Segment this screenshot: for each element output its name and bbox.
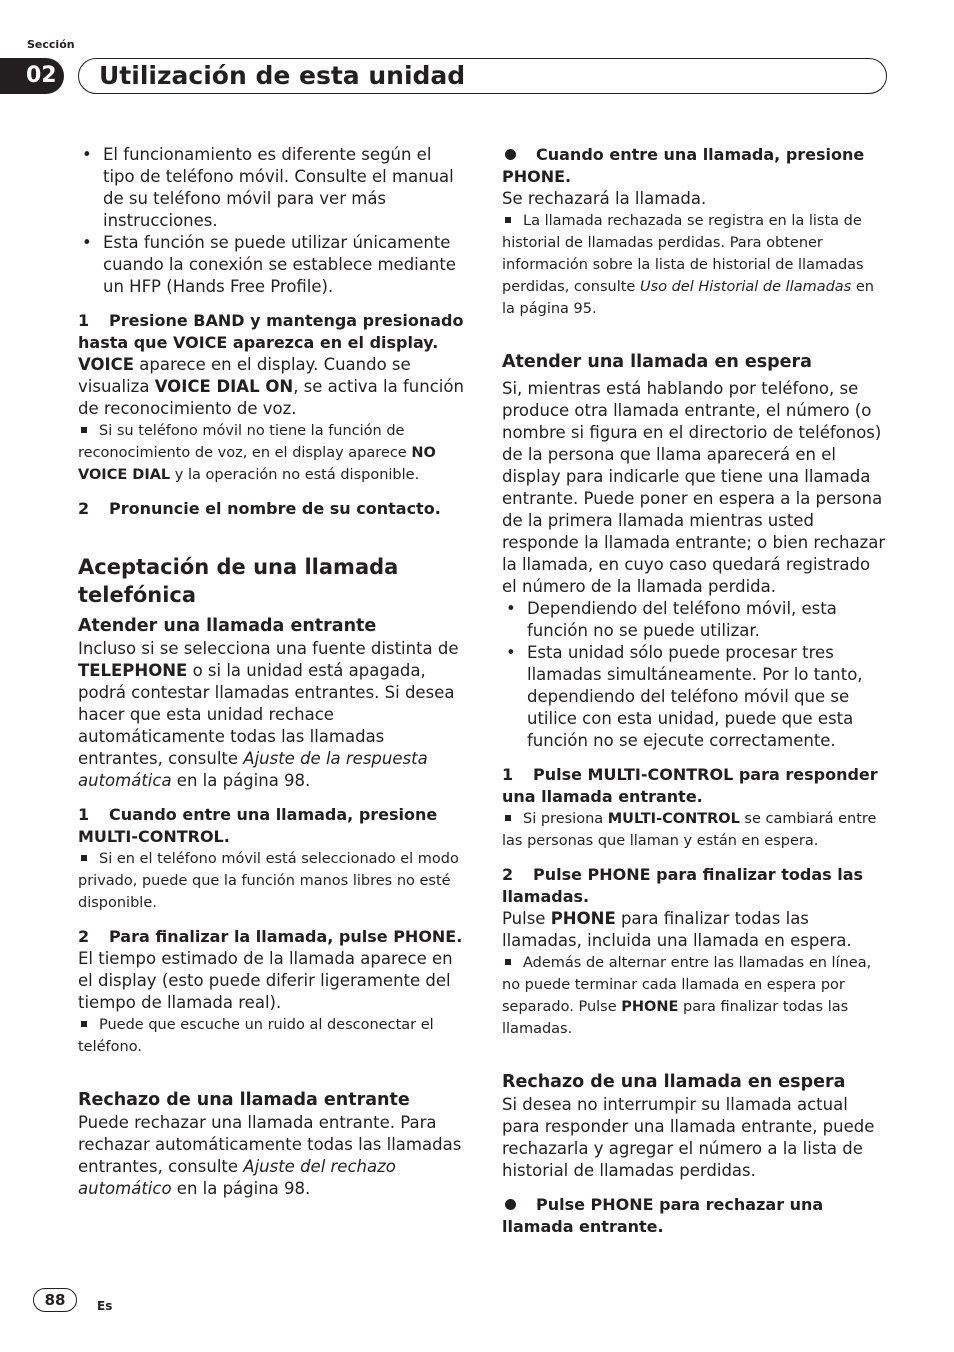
note-square-icon (81, 855, 87, 861)
note-noise: Puede que escuche un ruido al desconectar el teléfono. (78, 1017, 434, 1055)
note-missed-history: La llamada rechazada se registra en la lista de historial de llamadas perdidas. Para obtener información sobre la lista de historial de llamadas perdidas, consulte Uso del Historial de llamadas en la página 95. (502, 213, 874, 317)
step-circle-icon (505, 1199, 516, 1210)
paragraph-voice: VOICE aparece en el display. Cuando se visualiza VOICE DIAL ON, se activa la función de reconocimiento de voz. (78, 355, 464, 418)
bullet-icon: • (82, 233, 92, 252)
note-square-icon (505, 815, 511, 821)
step-reject-phone: Cuando entre una llamada, presione PHONE. (502, 145, 865, 186)
step-2-end-all: 2 Pulse PHONE para finalizar todas las llamadas. (502, 865, 864, 906)
paragraph-atender-espera: Si, mientras está hablando por teléfono, se produce otra llamada entrante, el número (o nombre si figura en el directorio de teléfonos) de la persona que llama aparecerá en el display para indicarle que tiene una llamada entrante. Puede poner en espera a la persona de la primera llamada mientras usted responde la llamada entrante; o bien rechazar la llamada, en cuyo caso quedará registrado el número de la llamada perdida. (502, 379, 886, 596)
bullet-icon: • (506, 643, 516, 662)
bullet-item: • Esta unidad sólo puede procesar tres llamadas simultáneamente. Por lo tanto, dependiendo del teléfono móvil que se utilice con esta unidad, puede que esta función no se ejecute correctamente. (506, 643, 863, 750)
step-circle-icon (505, 149, 516, 160)
bullet-icon: • (82, 145, 92, 164)
note-private-mode: Si en el teléfono móvil está seleccionado el modo privado, puede que la función manos libres no esté disponible. (78, 851, 459, 911)
bullet-item: • Dependiendo del teléfono móvil, esta función no se puede utilizar. (506, 599, 837, 640)
subheading-atender-entrante: Atender una llamada entrante (78, 616, 377, 636)
note-square-icon (505, 217, 511, 223)
paragraph-call-time: El tiempo estimado de la llamada aparece en el display (esto puede diferir ligeramente del tiempo de llamada real). (78, 949, 453, 1012)
subheading-atender-espera: Atender una llamada en espera (502, 352, 812, 372)
paragraph-rejected: Se rechazará la llamada. (502, 189, 707, 208)
subheading-rechazo-espera: Rechazo de una llamada en espera (502, 1072, 846, 1092)
paragraph-atender-entrante: Incluso si se selecciona una fuente distinta de TELEPHONE o si la unidad está apagada, podrá contestar llamadas entrantes. Si desea hacer que esta unidad rechace automáticamente todas las llamadas entrantes, consulte Ajuste de la respuesta automática en la página 98. (78, 639, 459, 790)
page-number: 88 (33, 1288, 77, 1312)
note-square-icon (81, 427, 87, 433)
title-bar (78, 58, 887, 94)
bullet-item: • El funcionamiento es diferente según el tipo de teléfono móvil. Consulte el manual de su teléfono móvil para ver más instrucciones. (82, 145, 454, 230)
right-column (502, 144, 890, 1238)
note-square-icon (81, 1021, 87, 1027)
bullet-icon: • (506, 599, 516, 618)
paragraph-rechazo-espera: Si desea no interrumpir su llamada actual para responder una llamada entrante, puede rechazarla y agregar el número a la lista de historial de llamadas perdidas. (502, 1095, 875, 1180)
step-reject-waiting: Pulse PHONE para rechazar una llamada entrante. (502, 1195, 824, 1236)
step-1-answer: 1 Cuando entre una llamada, presione MULTI-CONTROL. (78, 805, 438, 846)
note-switch-callers: Si presiona MULTI-CONTROL se cambiará entre las personas que llaman y están en espera. (502, 811, 877, 849)
language-code: Es (97, 1299, 113, 1313)
paragraph-rechazo-entrante: Puede rechazar una llamada entrante. Para rechazar automáticamente todas las llamadas entrantes, consulte Ajuste del rechazo automático en la página 98. (78, 1113, 462, 1198)
paragraph-end-all: Pulse PHONE para finalizar todas las llamadas, incluida una llamada en espera. (502, 909, 852, 950)
step-1-multicontrol: 1 Pulse MULTI-CONTROL para responder una llamada entrante. (502, 765, 878, 806)
section-heading-aceptacion: Aceptación de una llamada telefónica (78, 555, 399, 607)
step-2-end-call: 2 Para finalizar la llamada, pulse PHONE. (78, 927, 463, 946)
left-column (78, 144, 466, 1200)
bullet-item: • Esta función se puede utilizar únicamente cuando la conexión se establece mediante un HFP (Hands Free Profile). (82, 233, 456, 296)
section-number-badge: 02 (0, 58, 64, 94)
step-1-voice: 1 Presione BAND y mantenga presionado hasta que VOICE aparezca en el display. (78, 311, 464, 352)
note-no-voice-dial: Si su teléfono móvil no tiene la función de reconocimiento de voz, en el display aparece NO VOICE DIAL y la operación no está disponible. (78, 423, 436, 483)
page-title: Utilización de esta unidad (99, 61, 466, 90)
note-square-icon (505, 959, 511, 965)
section-label: Sección (27, 38, 75, 51)
note-end-separately: Además de alternar entre las llamadas en línea, no puede terminar cada llamada en espera por separado. Pulse PHONE para finalizar todas las llamadas. (502, 955, 872, 1037)
step-2-pronounce: 2 Pronuncie el nombre de su contacto. (78, 499, 441, 518)
subheading-rechazo-entrante: Rechazo de una llamada entrante (78, 1090, 410, 1110)
